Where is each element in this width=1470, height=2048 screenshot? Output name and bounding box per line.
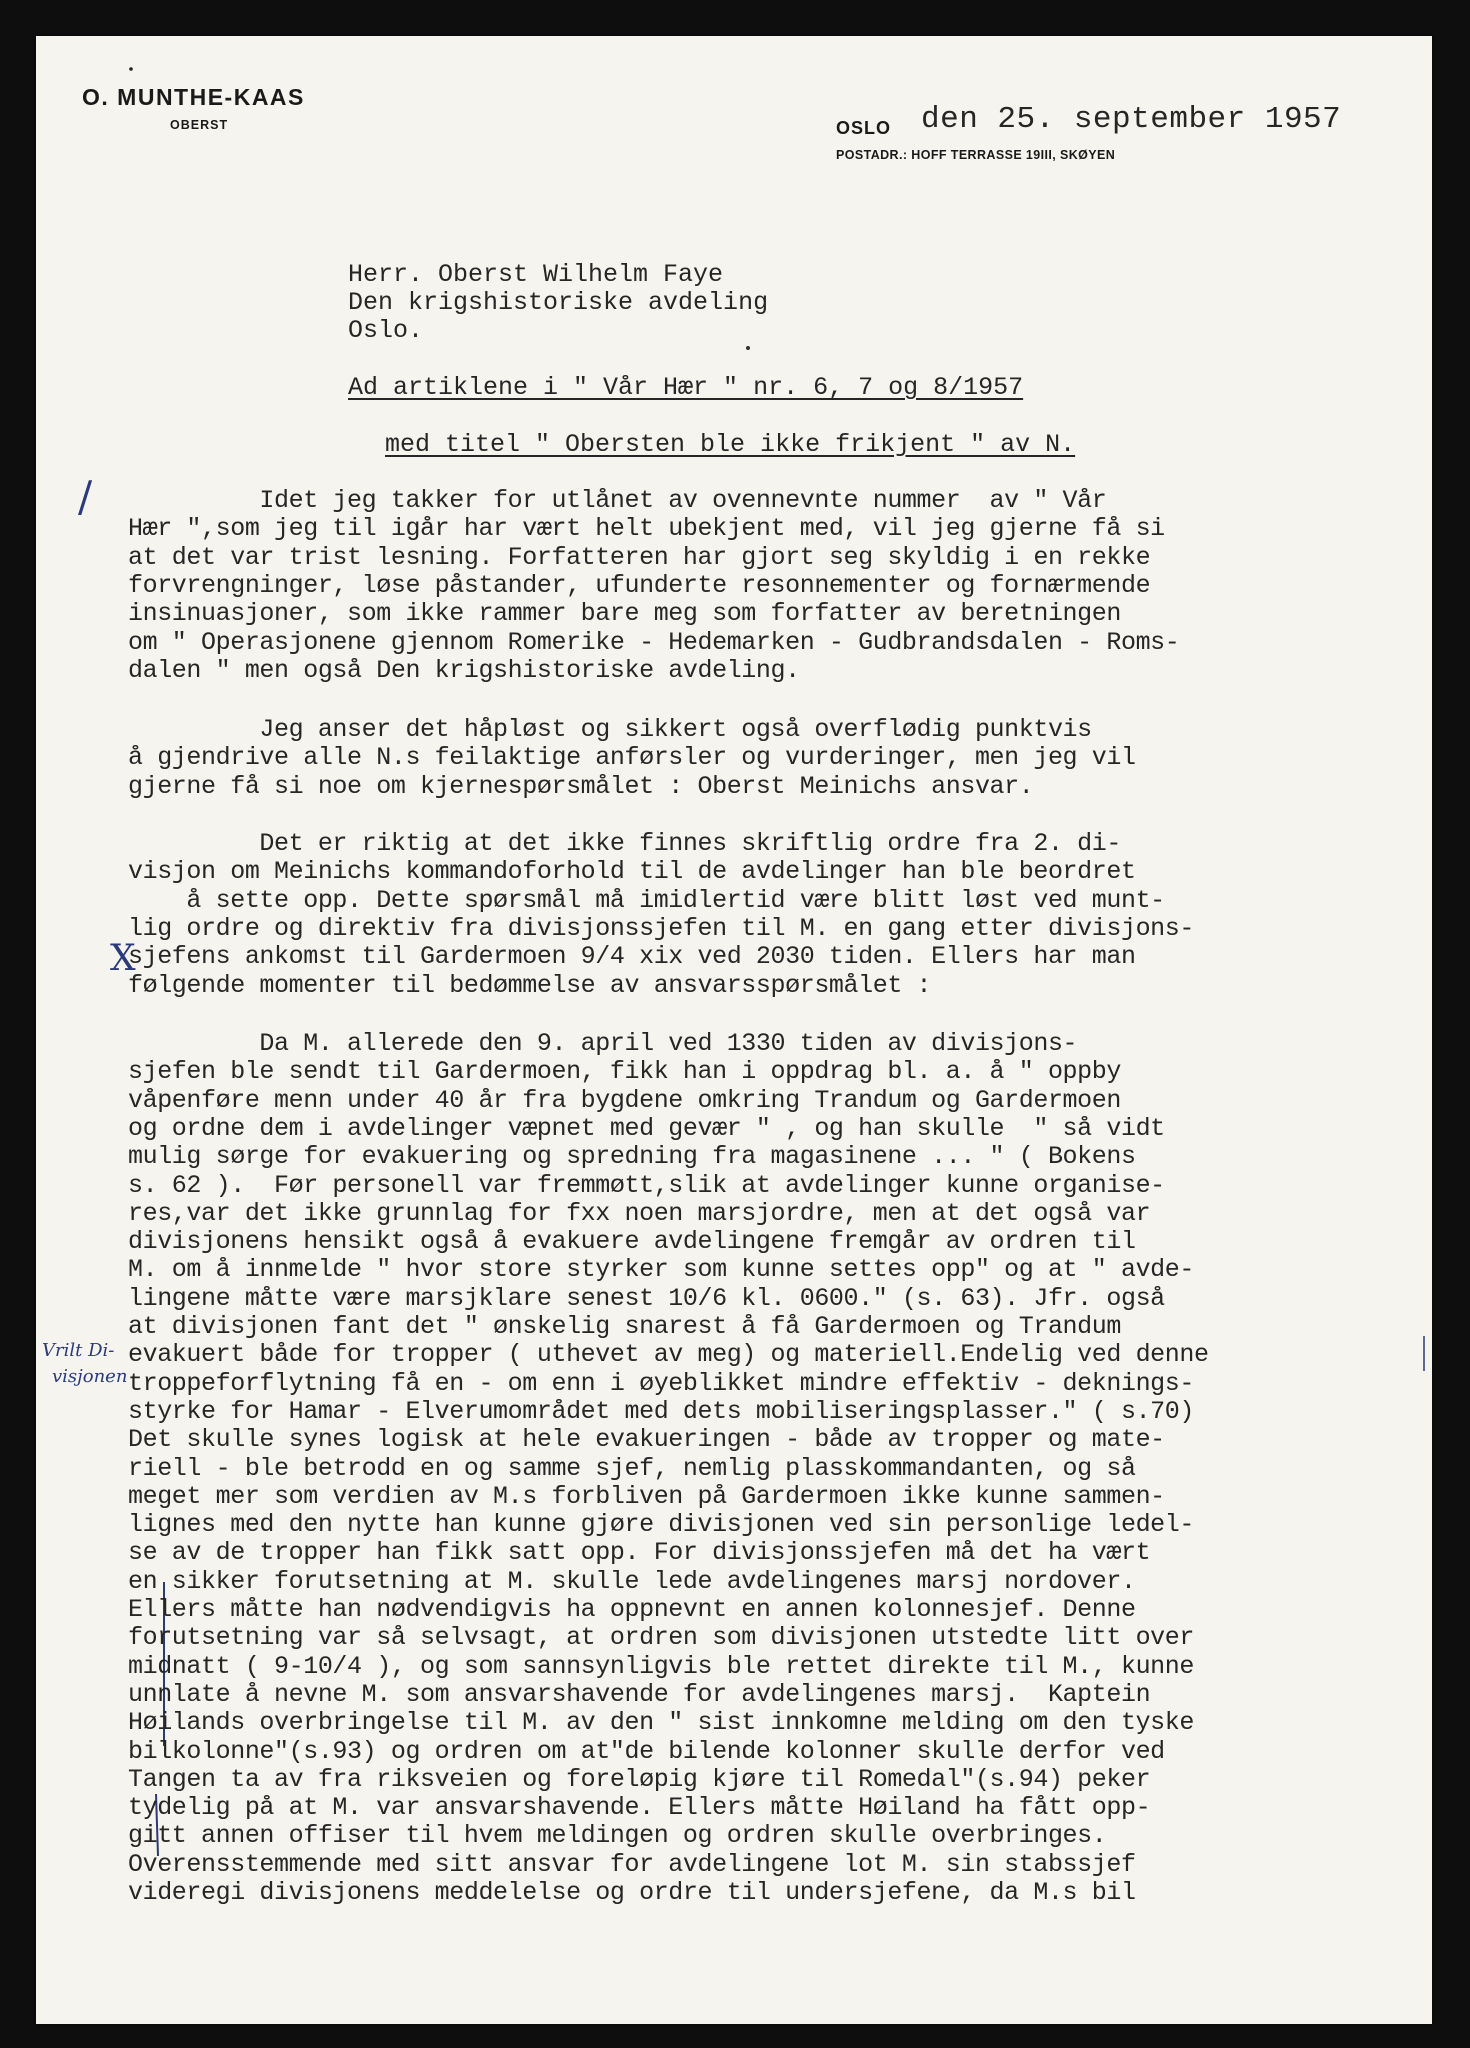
- body-line: gitt annen offiser til hvem meldingen og ordren skulle overbringes.: [128, 1821, 1107, 1851]
- body-line: våpenføre menn under 40 år fra bygdene omkring Trandum og Gardermoen: [128, 1085, 1121, 1115]
- body-line: res,var det ikke grunnlag for fxx noen marsjordre, men at det også var: [128, 1198, 1151, 1228]
- body-line: Idet jeg takker for utlånet av ovennevnte nummer av " Vår: [128, 486, 1107, 515]
- margin-note-line-2: visjonen: [52, 1366, 128, 1387]
- recipient-line-3: Oslo.: [348, 316, 424, 345]
- body-line: forvrengninger, løse påstander, ufunderte resonnementer og fornærmende: [128, 570, 1151, 600]
- body-line: videregi divisjonens meddelelse og ordre til undersjefene, da M.s bil: [128, 1878, 1136, 1907]
- body-line: unnlate å nevne M. som ansvarshavende for avdelingenes marsj. Kaptein: [128, 1679, 1151, 1709]
- punch-dot: [129, 67, 133, 71]
- body-line: gjerne få si noe om kjernespørsmålet : Oberst Meinichs ansvar.: [128, 771, 1034, 801]
- recipient-line-1: Herr. Oberst Wilhelm Faye: [348, 260, 724, 289]
- body-line: og ordne dem i avdelinger væpnet med gevær " , og han skulle " så vidt: [128, 1113, 1165, 1143]
- body-line: Da M. allerede den 9. april ved 1330 tiden av divisjons-: [128, 1029, 1078, 1058]
- body-line: en sikker forutsetning at M. skulle lede avdelingenes marsj nordover.: [128, 1566, 1136, 1596]
- body-line: følgende momenter til bedømmelse av ansvarsspørsmålet :: [128, 970, 932, 1000]
- body-line: insinuasjoner, som ikke rammer bare meg som forfatter av beretningen: [128, 599, 1121, 629]
- body-line: troppeforflytning få en - om enn i øyeblikket mindre effektiv - deknings-: [128, 1368, 1194, 1398]
- margin-note-line-1: Vrilt Di-: [42, 1340, 115, 1361]
- body-line: dalen " men også Den krigshistoriske avdeling.: [128, 655, 800, 685]
- margin-slash-mark: /: [78, 472, 93, 521]
- body-line: Tangen ta av fra riksveien og foreløpig kjøre til Romedal"(s.94) peker: [128, 1764, 1151, 1794]
- body-line: Overensstemmende med sitt ansvar for avdelingene lot M. sin stabssjef: [128, 1849, 1136, 1879]
- body-line: å sette opp. Dette spørsmål må imidlertid være blitt løst ved munt-: [128, 885, 1165, 915]
- body-line: se av de tropper han fikk satt opp. For divisjonssjefen må det ha vært: [128, 1538, 1151, 1568]
- body-line: sjefens ankomst til Gardermoen 9/4 xix ved 2030 tiden. Ellers har man: [128, 942, 1136, 972]
- body-line: lingene måtte være marsjklare senest 10/6 kl. 0600." (s. 63). Jfr. også: [128, 1283, 1165, 1313]
- body-line: visjon om Meinichs kommandoforhold til de avdelinger han ble beordret: [128, 857, 1136, 887]
- ink-dot: [746, 346, 750, 350]
- body-line: evakuert både for tropper ( uthevet av meg) og materiell.Endelig ved denne: [128, 1340, 1209, 1370]
- body-line: Det skulle synes logisk at hele evakueringen - både av tropper og mate-: [128, 1425, 1165, 1455]
- sender-name: O. MUNTHE-KAAS: [82, 84, 305, 110]
- sender-title: OBERST: [170, 118, 229, 132]
- postal-address: POSTADR.: HOFF TERRASSE 19III, SKØYEN: [836, 148, 1116, 162]
- letter-date: den 25. september 1957: [921, 102, 1342, 137]
- body-line: midnatt ( 9-10/4 ), og som sannsynligvis ble rettet direkte til M., kunne: [128, 1651, 1194, 1681]
- body-line: å gjendrive alle N.s feilaktige anførsler og vurderinger, men jeg vil: [128, 743, 1136, 773]
- body-line: lig ordre og direktiv fra divisjonssjefen til M. en gang etter divisjons-: [128, 913, 1194, 943]
- body-line: bilkolonne"(s.93) og ordren om at"de bilende kolonner skulle derfor ved: [128, 1736, 1165, 1766]
- body-line: forutsetning var så selvsagt, at ordren som divisjonen utstedte litt over: [128, 1623, 1194, 1653]
- subject-line-1: Ad artiklene i " Vår Hær " nr. 6, 7 og 8/1957: [348, 373, 1024, 402]
- body-line: riell - ble betrodd en og samme sjef, nemlig plasskommandanten, og så: [128, 1453, 1136, 1483]
- body-line: meget mer som verdien av M.s forbliven på Gardermoen ikke kunne sammen-: [128, 1481, 1165, 1511]
- body-line: om " Operasjonene gjennom Romerike - Hedemarken - Gudbrandsdalen - Roms-: [128, 627, 1180, 657]
- body-line: at divisjonen fant det " ønskelig snarest å få Gardermoen og Trandum: [128, 1312, 1121, 1341]
- letter-city: OSLO: [836, 118, 892, 138]
- subject-line-2: med titel " Obersten ble ikke frikjent " av N.: [385, 430, 1076, 459]
- body-line: Hær ",som jeg til igår har vært helt ubekjent med, vil jeg gjerne få si: [128, 514, 1165, 544]
- body-line: tydelig på at M. var ansvarshavende. Ellers måtte Høiland ha fått opp-: [128, 1793, 1151, 1823]
- body-line: M. om å innmelde " hvor store styrker som kunne settes opp" og at " avde-: [128, 1255, 1194, 1285]
- body-line: Det er riktig at det ikke finnes skriftlig ordre fra 2. di-: [128, 829, 1121, 858]
- body-line: lignes med den nytte han kunne gjøre divisjonen ved sin personlige ledel-: [128, 1510, 1194, 1540]
- margin-cross-mark: X: [110, 938, 136, 979]
- body-line: Høilands overbringelse til M. av den " sist innkomne melding om den tyske: [128, 1708, 1194, 1738]
- body-line: at det var trist lesning. Forfatteren har gjort seg skyldig i en rekke: [128, 542, 1151, 572]
- body-line: styrke for Hamar - Elverumområdet med dets mobiliseringsplasser." ( s.70): [128, 1396, 1194, 1426]
- body-line: Ellers måtte han nødvendigvis ha oppnevnt en annen kolonnesjef. Denne: [128, 1595, 1136, 1624]
- body-line: Jeg anser det håpløst og sikkert også overflødig punktvis: [128, 715, 1092, 744]
- body-line: s. 62 ). Før personell var fremmøtt,slik at avdelinger kunne organise-: [128, 1170, 1165, 1200]
- recipient-line-2: Den krigshistoriske avdeling: [348, 288, 769, 317]
- body-line: sjefen ble sendt til Gardermoen, fikk han i oppdrag bl. a. å " oppby: [128, 1057, 1121, 1087]
- body-line: divisjonens hensikt også å evakuere avdelingene fremgår av ordren til: [128, 1227, 1136, 1257]
- body-line: mulig sørge for evakuering og spredning fra magasinene ... " ( Bokens: [128, 1142, 1136, 1172]
